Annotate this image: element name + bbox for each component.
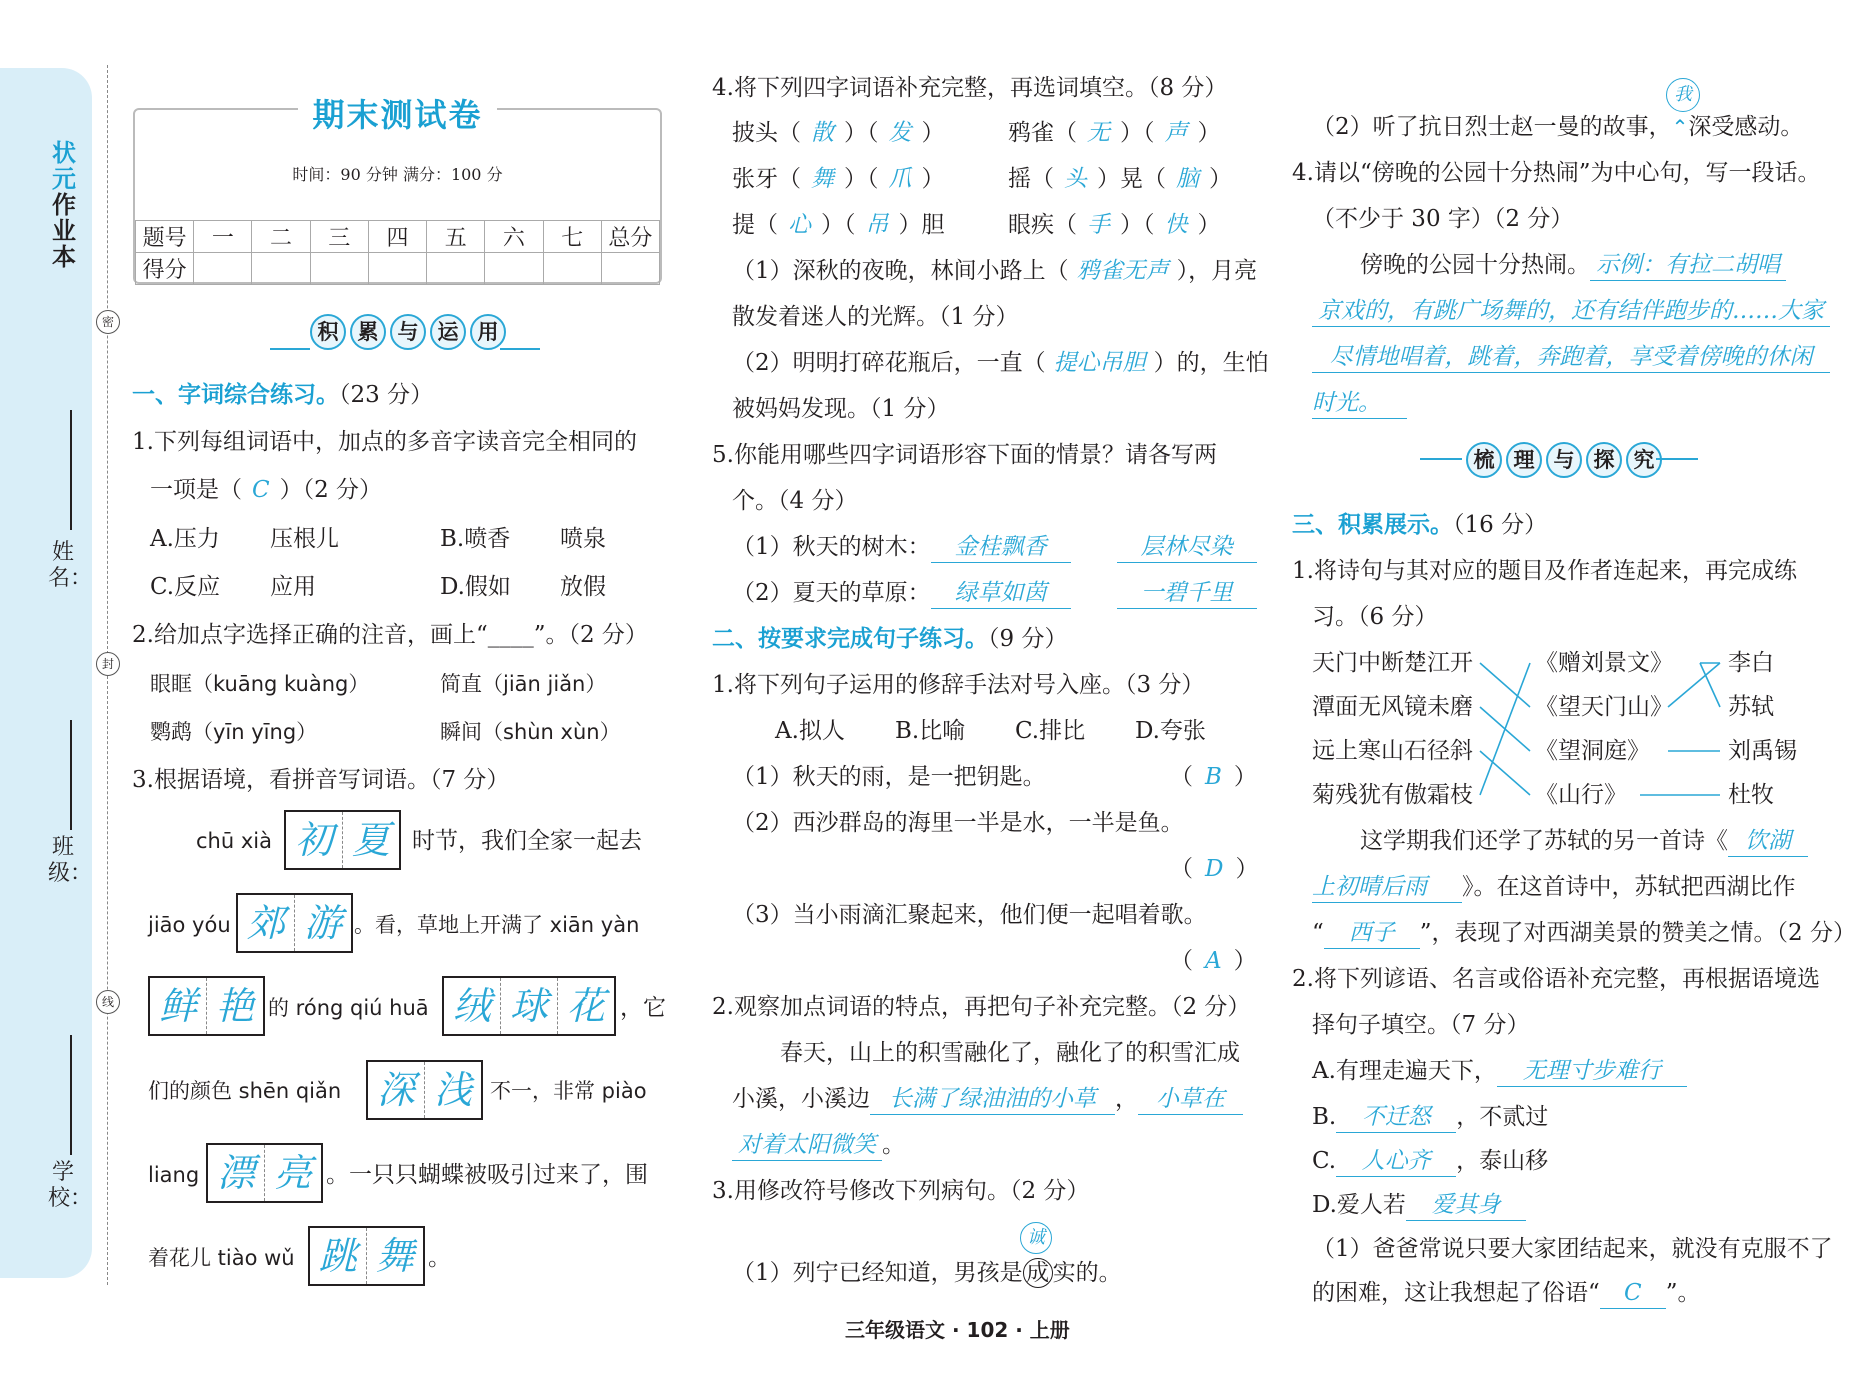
- badge-char: 积: [310, 314, 346, 350]
- t2-C-answer[interactable]: 人心齐: [1336, 1146, 1456, 1177]
- exam-meta: 时间：90 分钟 满分：100 分: [292, 165, 503, 184]
- r1-3: （3）当小雨滴汇聚起来，他们便一起唱着歌。: [732, 902, 1207, 928]
- t2-text: 2.将下列谚语、名言或俗语补充完整，再根据语境选: [1292, 966, 1820, 992]
- r2-fill-line2: 对着太阳微笑 。: [732, 1130, 905, 1161]
- class-label: 班级：: [48, 835, 93, 886]
- q4-row: 张牙（ 舞 ）（ 爪 ）: [732, 166, 945, 192]
- r3-2-insertion[interactable]: 我: [1666, 78, 1700, 112]
- score-header: 一: [194, 221, 252, 253]
- q4-fill[interactable]: 脑: [1176, 166, 1199, 192]
- t2-1: （1）爸爸常说只要大家团结起来，就没有克服不了: [1312, 1236, 1833, 1262]
- r1-opt: C.排比: [1015, 718, 1086, 744]
- q3-text-line: 的 róng qiú huā: [268, 996, 429, 1020]
- r3-1: （1）列宁已经知道，男孩是 成 实的。: [732, 1260, 1122, 1286]
- score-header: 六: [485, 221, 543, 253]
- q3-text-line: 。看，草地上开满了 xiān yàn: [354, 913, 640, 937]
- r4-answer[interactable]: 尽情地唱着，跳着，奔跑着，享受着傍晚的休闲: [1312, 342, 1830, 373]
- r1-2-answer-wrap: （ D ）: [1170, 856, 1259, 882]
- answer-char: 郊: [238, 895, 295, 951]
- q5-1: （1）秋天的树木： 金桂飘香 层林尽染: [732, 532, 1257, 563]
- poem-line[interactable]: 天门中断楚江开: [1312, 650, 1473, 676]
- poem-author[interactable]: 李白: [1728, 650, 1774, 676]
- t2-D: D.爱人若 爱其身: [1312, 1190, 1526, 1221]
- badge-char: 与: [1546, 442, 1582, 478]
- r2-answer[interactable]: 小草在: [1138, 1084, 1243, 1115]
- badge-char: 用: [470, 314, 506, 350]
- q5-1-answer[interactable]: 金桂飘香: [931, 532, 1071, 563]
- page-footer: 三年级语文 · 102 · 上册: [845, 1318, 1070, 1342]
- q4-1-cont: 散发着迷人的光辉。（1 分）: [732, 304, 1019, 330]
- answer-char: 游: [303, 901, 342, 945]
- poem-line[interactable]: 远上寒山石径斜: [1312, 738, 1473, 764]
- brand-blue: 状元: [52, 139, 76, 193]
- q3-text-line: ，它: [620, 995, 666, 1021]
- q3-pinyin: liang: [148, 1163, 200, 1187]
- answer-char: 漂: [208, 1145, 265, 1201]
- t1-answer[interactable]: 上初晴后雨: [1312, 872, 1462, 903]
- answer-char: 花: [566, 984, 605, 1028]
- r1-1: （1）秋天的雨，是一把钥匙。: [732, 764, 1046, 790]
- badge-char: 运: [430, 314, 466, 350]
- q3-text-line: 们的颜色 shēn qiǎn: [148, 1079, 342, 1103]
- r1-text: 1.将下列句子运用的修辞手法对号入座。（3 分）: [712, 672, 1205, 698]
- r4-text-cont: （不少于 30 字）（2 分）: [1312, 206, 1574, 232]
- q4-1-answer[interactable]: 鸦雀无声: [1076, 258, 1169, 284]
- q5-text-cont: 个。（4 分）: [732, 488, 858, 514]
- t2-C: C. 人心齐 ，泰山移: [1312, 1146, 1548, 1177]
- answer-char: 浅: [433, 1068, 472, 1112]
- r2-answer[interactable]: 长满了绿油油的小草: [870, 1084, 1115, 1115]
- t1-cont2: 上初晴后雨 》。在这首诗中，苏轼把西湖比作: [1312, 872, 1796, 903]
- r2-text: 2.观察加点词语的特点，再把句子补充完整。（2 分）: [712, 994, 1251, 1020]
- q4-fill[interactable]: 手: [1087, 212, 1110, 238]
- badge-char: 累: [350, 314, 386, 350]
- r4-answer[interactable]: 京戏的，有跳广场舞的，还有结伴跑步的……大家: [1312, 296, 1830, 327]
- q4-1: （1）深秋的夜晚，林间小路上（ 鸦雀无声 ），月亮: [732, 258, 1258, 284]
- q3-text-line: 着花儿 tiào wǔ: [148, 1246, 295, 1270]
- poem-title[interactable]: 《望天门山》: [1535, 694, 1673, 720]
- answer-char: 深: [368, 1062, 425, 1118]
- r4-line1: 傍晚的公园十分热闹。 示例：有拉二胡唱: [1360, 250, 1786, 281]
- answer-char: 亮: [273, 1151, 312, 1195]
- section1-heading: 一、字词综合练习。（23 分）: [132, 381, 434, 408]
- q4-2: （2）明明打碎花瓶后，一直（ 提心吊胆 ）的，生怕: [732, 350, 1269, 376]
- q1-opt: 喷泉: [560, 526, 606, 552]
- q5-2-answer[interactable]: 一碧千里: [1117, 578, 1257, 609]
- r1-3-answer[interactable]: A: [1205, 948, 1222, 974]
- r4-answer[interactable]: 示例：有拉二胡唱: [1590, 250, 1786, 281]
- q4-row: 鸦雀（ 无 ）（ 声 ）: [1008, 120, 1221, 146]
- q1-answer[interactable]: C: [252, 477, 270, 503]
- r1-1-answer[interactable]: B: [1205, 764, 1222, 790]
- q5-2-answer[interactable]: 绿草如茵: [931, 578, 1071, 609]
- q4-row: 摇（ 头 ）晃（ 脑 ）: [1008, 166, 1232, 192]
- t2-A-answer[interactable]: 无理寸步难行: [1497, 1056, 1687, 1087]
- r1-2: （2）西沙群岛的海里一半是水，一半是鱼。: [732, 810, 1184, 836]
- poem-title[interactable]: 《赠刘景文》: [1535, 650, 1673, 676]
- q1-opt: C.反应: [150, 574, 221, 600]
- score-header: 四: [368, 221, 426, 253]
- q1-opt: 应用: [270, 574, 316, 600]
- brand-black: 作业本: [52, 191, 76, 271]
- q4-row: 眼疾（ 手 ）（ 快 ）: [1008, 212, 1221, 238]
- r1-2-answer[interactable]: D: [1205, 856, 1224, 882]
- answer-char: 艳: [215, 984, 254, 1028]
- answer-char: 夏: [351, 818, 390, 862]
- r4-answer[interactable]: 时光。: [1312, 388, 1407, 419]
- q1-opt: 放假: [560, 574, 606, 600]
- r1-3-answer-wrap: （ A ）: [1170, 948, 1257, 974]
- q5-text: 5.你能用哪些四字词语形容下面的情景？请各写两: [712, 442, 1217, 468]
- seal-feng: 封: [96, 652, 120, 676]
- t1-answer[interactable]: 西子: [1324, 918, 1420, 949]
- score-row-label: 得分: [136, 253, 194, 285]
- r1-opt: D.夸张: [1135, 718, 1206, 744]
- q4-fill[interactable]: 舞: [811, 166, 834, 192]
- answer-char: 鲜: [150, 978, 207, 1034]
- q2-item[interactable]: 瞬间（shùn xùn）: [440, 720, 621, 744]
- answer-char: 初: [286, 812, 343, 868]
- score-header: 五: [427, 221, 485, 253]
- q2-item[interactable]: 鹦鹉（yīn yīng）: [150, 720, 318, 744]
- t2-B-answer[interactable]: 不迁怒: [1336, 1102, 1456, 1133]
- q4-2-cont: 被妈妈发现。（1 分）: [732, 396, 950, 422]
- badge-char: 探: [1586, 442, 1622, 478]
- poem-author[interactable]: 刘禹锡: [1728, 738, 1797, 764]
- score-header: 七: [543, 221, 601, 253]
- r2-passage: 春天，山上的积雪融化了，融化了的积雪汇成: [780, 1040, 1240, 1066]
- section3-heading: 三、积累展示。（16 分）: [1292, 511, 1548, 538]
- t2-B: B. 不迁怒 ，不贰过: [1312, 1102, 1548, 1133]
- score-header: 二: [252, 221, 310, 253]
- t1-text: 1.将诗句与其对应的题目及作者连起来，再完成练: [1292, 558, 1797, 584]
- q3-text-line: 不一，非常 piào: [490, 1079, 647, 1103]
- t1-cont3: “ 西子 ”，表现了对西湖美景的赞美之情。（2 分）: [1312, 918, 1856, 949]
- t2-text-cont: 择句子填空。（7 分）: [1312, 1012, 1530, 1038]
- badge-char: 梳: [1466, 442, 1502, 478]
- score-header: 题号: [136, 221, 194, 253]
- r1-1-answer-wrap: （ B ）: [1170, 764, 1257, 790]
- q4-2-answer[interactable]: 提心吊胆: [1053, 350, 1146, 376]
- q4-fill[interactable]: 头: [1064, 166, 1087, 192]
- q4-fill[interactable]: 心: [788, 212, 811, 238]
- r2-fill-line: 小溪，小溪边 长满了绿油油的小草 ， 小草在: [732, 1084, 1243, 1115]
- q1-opt: B.喷香: [440, 526, 511, 552]
- r3-1-circled-char[interactable]: 成: [1023, 1258, 1053, 1288]
- poem-line[interactable]: 菊残犹有傲霜枝: [1312, 782, 1473, 808]
- q5-1-answer[interactable]: 层林尽染: [1117, 532, 1257, 563]
- q5-2: （2）夏天的草原： 绿草如茵 一碧千里: [732, 578, 1257, 609]
- badge-char: 究: [1626, 442, 1662, 478]
- poem-author[interactable]: 杜牧: [1728, 782, 1774, 808]
- r3-2: （2）听了抗日烈士赵一曼的故事，⌃深受感动。: [1312, 114, 1804, 140]
- badge-char: 与: [390, 314, 426, 350]
- q3-pinyin: jiāo yóu: [148, 913, 231, 937]
- q4-fill[interactable]: 快: [1164, 212, 1188, 238]
- q4-fill[interactable]: 散: [811, 120, 834, 146]
- q4-fill[interactable]: 无: [1087, 120, 1110, 146]
- r1-opt: B.比喻: [895, 718, 966, 744]
- q3-text-line: 。一只只蝴蝶被吸引过来了，围: [326, 1162, 648, 1188]
- seal-mi: 密: [96, 310, 120, 334]
- q4-fill[interactable]: 爪: [888, 166, 912, 192]
- q1-opt: 压根儿: [270, 526, 339, 552]
- exam-title: 期末测试卷: [298, 96, 496, 134]
- school-label: 学校：: [48, 1160, 93, 1211]
- score-header: 三: [310, 221, 368, 253]
- q4-fill[interactable]: 发: [888, 120, 912, 146]
- q1-answer-line: 一项是（ C ）（2 分）: [150, 477, 383, 503]
- poem-line[interactable]: 潭面无风镜未磨: [1312, 694, 1473, 720]
- seal-xian: 线: [96, 990, 120, 1014]
- poem-author[interactable]: 苏轼: [1728, 694, 1774, 720]
- poem-title[interactable]: 《望洞庭》: [1535, 738, 1650, 764]
- r3-1-correction[interactable]: 诚: [1020, 1222, 1052, 1254]
- score-header: 总分: [601, 221, 659, 253]
- q4-row: 提（ 心 ）（ 吊 ）胆: [732, 212, 945, 238]
- q2-text: 2.给加点字选择正确的注音，画上“____”。（2 分）: [132, 622, 648, 648]
- q2-item[interactable]: 简直（jiān jiǎn）: [440, 672, 607, 696]
- q3-text-line: 时节，我们全家一起去: [412, 828, 642, 854]
- r4-text: 4.请以“傍晚的公园十分热闹”为中心句，写一段话。: [1292, 160, 1821, 186]
- r2-answer[interactable]: 对着太阳微笑: [732, 1130, 882, 1161]
- badge-char: 理: [1506, 442, 1542, 478]
- q4-fill[interactable]: 声: [1164, 120, 1188, 146]
- t1-text-cont: 习。（6 分）: [1312, 604, 1438, 630]
- t1-cont1: 这学期我们还学了苏轼的另一首诗《 饮湖: [1360, 826, 1808, 857]
- t2-1-answer[interactable]: C: [1600, 1278, 1666, 1309]
- t2-A: A.有理走遍天下， 无理寸步难行: [1312, 1056, 1687, 1087]
- answer-char: 舞: [375, 1234, 414, 1278]
- q1-opt: D.假如: [440, 574, 511, 600]
- q3-pinyin: chū xià: [196, 829, 272, 853]
- name-label: 姓名：: [48, 540, 93, 591]
- q4-text: 4.将下列四字词语补充完整，再选词填空。（8 分）: [712, 75, 1228, 101]
- r1-opt: A.拟人: [775, 718, 845, 744]
- answer-char: 球: [501, 978, 558, 1034]
- q1-opt: A.压力: [150, 526, 220, 552]
- answer-char: 跳: [310, 1228, 367, 1284]
- t2-1-cont: 的困难，这让我想起了俗语“ C ”。: [1312, 1278, 1701, 1309]
- q4-fill[interactable]: 吊: [865, 212, 889, 238]
- section2-heading: 二、按要求完成句子练习。（9 分）: [712, 625, 1068, 652]
- r3-text: 3.用修改符号修改下列病句。（2 分）: [712, 1178, 1090, 1204]
- q4-row: 披头（ 散 ）（ 发 ）: [732, 120, 945, 146]
- q1-text: 1.下列每组词语中，加点的多音字读音完全相同的: [132, 429, 637, 455]
- q3-text: 3.根据语境，看拼音写词语。（7 分）: [132, 767, 510, 793]
- t2-D-answer[interactable]: 爱其身: [1406, 1190, 1526, 1221]
- q3-text-line: 。: [428, 1245, 451, 1271]
- answer-char: 绒: [444, 978, 501, 1034]
- q2-item[interactable]: 眼眶（kuāng kuàng）: [150, 672, 370, 696]
- t1-answer[interactable]: 饮湖: [1728, 826, 1808, 857]
- poem-title[interactable]: 《山行》: [1535, 782, 1627, 808]
